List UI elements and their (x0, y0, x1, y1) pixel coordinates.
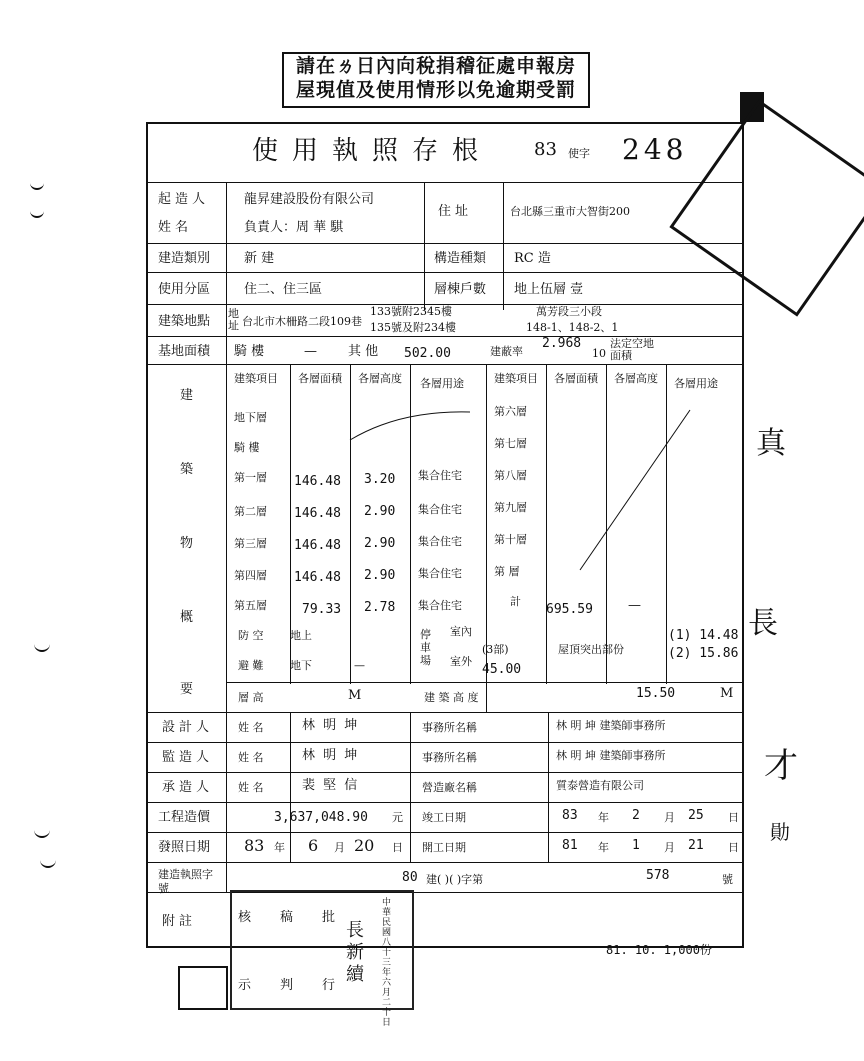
side-label-5: 要 (180, 682, 194, 697)
land-area-label: 基地面積 (158, 344, 211, 359)
header-right-use: 各層用途 (674, 377, 718, 390)
designer-name: 林 明 坤 (302, 718, 360, 733)
left-row-area: 79.33 (302, 602, 342, 617)
supervisor-office-label: 事務所名稱 (422, 751, 477, 764)
header-right-item: 建築項目 (494, 372, 538, 385)
name-label: 姓名 (158, 220, 193, 235)
stamp-side-note: 中華民國八十三年六月二十日 (382, 898, 392, 1028)
permit-year: 83 (534, 139, 557, 160)
parking-outdoor-count: (3部) (482, 643, 509, 656)
cost-value: 3,637,048.90 (274, 810, 368, 825)
site-address: 台北市木柵路二段109巷 (242, 315, 362, 328)
right-row-item: 第七層 (494, 437, 527, 450)
stamp-char-3: 批 (322, 910, 336, 925)
roof-label: 屋頂突出部份 (558, 643, 624, 656)
zoning-value: 住二、住三區 (244, 282, 323, 297)
form-title: 使用執照存根 (252, 136, 493, 166)
left-row-use: 集合住宅 (418, 567, 462, 580)
start-month-label: 月 (664, 841, 675, 854)
header-left-height: 各層高度 (358, 372, 402, 385)
contractor-firm: 質泰營造有限公司 (556, 779, 644, 792)
completion-label: 竣工日期 (422, 811, 466, 824)
contractor-name: 裴 堅 信 (302, 778, 360, 793)
header-left-use: 各層用途 (420, 377, 464, 390)
permit-suffix: 號 (722, 873, 733, 886)
contractor-name-label: 姓 名 (238, 781, 264, 794)
start-month: 1 (632, 838, 640, 853)
stamp-char-5: 判 (280, 978, 294, 993)
side-mark-3: 勛 (770, 820, 790, 844)
start-label: 開工日期 (422, 841, 466, 854)
permit-number: 248 (622, 133, 688, 166)
left-row-use: 集合住宅 (418, 599, 462, 612)
left-row-item: 第五層 (234, 599, 267, 612)
side-label-4: 概 (180, 610, 194, 625)
supervisor-label: 監造人 (162, 750, 214, 765)
issue-year: 83 (244, 836, 265, 855)
remarks-label: 附註 (162, 914, 197, 929)
site-lane-1: 133號附2345樓 (370, 305, 452, 318)
cancel-curve (350, 412, 470, 440)
completion-year-label: 年 (598, 811, 609, 824)
contractor-firm-label: 營造廠名稱 (422, 781, 477, 794)
left-row-area: 146.48 (294, 570, 341, 585)
header-left-item: 建築項目 (234, 372, 278, 385)
print-note: 81. 10. 1,000份 (606, 943, 712, 957)
right-row-item: 第十層 (494, 533, 527, 546)
side-mark-2: 才 (764, 746, 798, 786)
floors-label: 層棟戶數 (434, 282, 487, 297)
roof-value-2: (2) 15.86 (668, 646, 739, 661)
applicant-company: 龍昇建設股份有限公司 (244, 192, 375, 207)
cost-label: 工程造價 (158, 810, 211, 825)
supervisor-office: 林 明 坤 建築師事務所 (556, 749, 666, 762)
left-row-area: 146.48 (294, 474, 341, 489)
coverage-label: 建蔽率 (490, 345, 523, 358)
legal-open-space-label: 法定空地面積 (610, 337, 654, 362)
left-row-use: 集合住宅 (418, 503, 462, 516)
notice-line-1: 請在ㄌ日內向稅捐稽征處申報房 (295, 55, 576, 77)
cancel-diagonal (580, 410, 690, 570)
seal-stamp (178, 966, 228, 1010)
side-label-2: 築 (180, 462, 194, 477)
other-label: 其 他 (348, 344, 379, 359)
start-day-label: 日 (728, 841, 739, 854)
structure-label: 構造種類 (434, 251, 487, 266)
parking-indoor: 室內 (450, 625, 472, 638)
applicant-representative: 負責人：周 華 騏 (244, 220, 344, 235)
header-right-area: 各層面積 (554, 372, 598, 385)
left-row-height: 2.78 (364, 600, 396, 615)
left-row-height: 2.90 (364, 568, 396, 583)
total-area: 695.59 (546, 602, 593, 617)
other-value: 502.00 (404, 346, 451, 361)
supervisor-name-label: 姓 名 (238, 751, 264, 764)
header-right-height: 各層高度 (614, 372, 658, 385)
left-row-item: 地下層 (234, 411, 267, 424)
completion-year: 83 (562, 808, 578, 823)
left-row-use: 集合住宅 (418, 535, 462, 548)
left-row-item: 騎 樓 (234, 441, 260, 454)
issue-label: 發照日期 (158, 840, 211, 855)
floor-height-label: 層 高 (238, 691, 264, 704)
building-height-value: 15.50 (636, 686, 676, 701)
contractor-label: 承造人 (162, 780, 214, 795)
zoning-label: 使用分區 (158, 282, 211, 297)
left-row-use: 集合住宅 (418, 469, 462, 482)
applicant-label: 起造人 (158, 192, 210, 207)
left-row-item: 第二層 (234, 505, 267, 518)
stamp-text: 長新續 (346, 920, 364, 985)
right-row-item: 第 層 (494, 565, 520, 578)
stamp-char-6: 行 (322, 978, 336, 993)
left-row-area: 146.48 (294, 538, 341, 553)
site-lane-2: 135號及附234樓 (370, 321, 456, 334)
parking-label: 停車場 (420, 628, 431, 667)
left-row-item: 第三層 (234, 537, 267, 550)
completion-day-label: 日 (728, 811, 739, 824)
evacuation-label: 避 難 (238, 659, 264, 672)
permit-text: 建( )( )字第 (426, 873, 484, 886)
left-row-height: 2.90 (364, 536, 396, 551)
cost-unit: 元 (392, 811, 403, 824)
air-defense-above: 地上 (290, 629, 312, 642)
side-label-1: 建 (180, 388, 194, 403)
right-row-item: 第六層 (494, 405, 527, 418)
stamp-char-4: 示 (238, 978, 252, 993)
start-year: 81 (562, 838, 578, 853)
floor-height-value: M (348, 688, 362, 703)
permit-number: 578 (646, 868, 670, 883)
applicant-address: 台北縣三重市大智街200 (510, 205, 630, 218)
side-mark-4: 真 (756, 426, 786, 461)
site-lots: 148-1、148-2、1 (526, 321, 619, 334)
completion-day: 25 (688, 808, 704, 823)
site-section: 萬芳段三小段 (536, 305, 602, 318)
permit-label: 建造執照字號 (158, 868, 213, 895)
completion-month: 2 (632, 808, 640, 823)
start-day: 21 (688, 838, 704, 853)
right-row-item: 第八層 (494, 469, 527, 482)
floors-value: 地上伍層 壹 (514, 282, 584, 297)
supervisor-name: 林 明 坤 (302, 748, 360, 763)
evacuation-below: 地下 (290, 659, 312, 672)
parking-outdoor: 室外 (450, 655, 472, 668)
arcade-value: — (304, 344, 317, 359)
issue-day-label: 日 (392, 841, 403, 854)
approval-stamp-block (230, 890, 414, 1028)
start-year-label: 年 (598, 841, 609, 854)
side-mark-1: 長 (748, 606, 778, 641)
site-sub: 地址 (228, 307, 239, 332)
building-height-label: 建 築 高 度 (424, 691, 479, 704)
side-label-3: 物 (180, 536, 194, 551)
left-row-height: 2.90 (364, 504, 396, 519)
header-left-area: 各層面積 (298, 372, 342, 385)
total-label: 計 (510, 595, 521, 608)
left-row-item: 第一層 (234, 471, 267, 484)
notice-line-2: 屋現值及使用情形以免逾期受罰 (295, 79, 576, 101)
arcade-label: 騎 樓 (234, 344, 265, 359)
building-height-unit: M (720, 686, 734, 701)
air-defense-label: 防 空 (238, 629, 264, 642)
left-row-area: 146.48 (294, 506, 341, 521)
completion-month-label: 月 (664, 811, 675, 824)
designer-label: 設計人 (162, 720, 214, 735)
address-label: 住址 (438, 204, 473, 219)
right-row-item: 第九層 (494, 501, 527, 514)
issue-year-label: 年 (274, 841, 285, 854)
parking-outdoor-area: 45.00 (482, 662, 522, 677)
permit-word: 使字 (568, 147, 590, 160)
issue-month: 6 (308, 836, 319, 855)
roof-value-1: (1) 14.48 (668, 628, 739, 643)
construction-type-label: 建造類別 (158, 251, 211, 266)
construction-type-value: 新 建 (244, 251, 275, 266)
site-label: 建築地點 (158, 314, 211, 329)
permit-year: 80 (402, 870, 418, 885)
issue-month-label: 月 (334, 841, 345, 854)
designer-office-label: 事務所名稱 (422, 721, 477, 734)
evacuation-dash: — (354, 659, 365, 672)
designer-name-label: 姓 名 (238, 721, 264, 734)
coverage-suffix: 10 (592, 347, 606, 360)
total-height: — (628, 598, 641, 613)
designer-office: 林 明 坤 建築師事務所 (556, 719, 666, 732)
left-row-item: 第四層 (234, 569, 267, 582)
stamp-char-2: 稿 (280, 910, 294, 925)
coverage-value: 2.968 (542, 336, 582, 351)
structure-value: RC 造 (514, 251, 551, 266)
left-row-height: 3.20 (364, 472, 396, 487)
issue-day: 20 (354, 836, 375, 855)
stamp-char-1: 核 (238, 910, 252, 925)
